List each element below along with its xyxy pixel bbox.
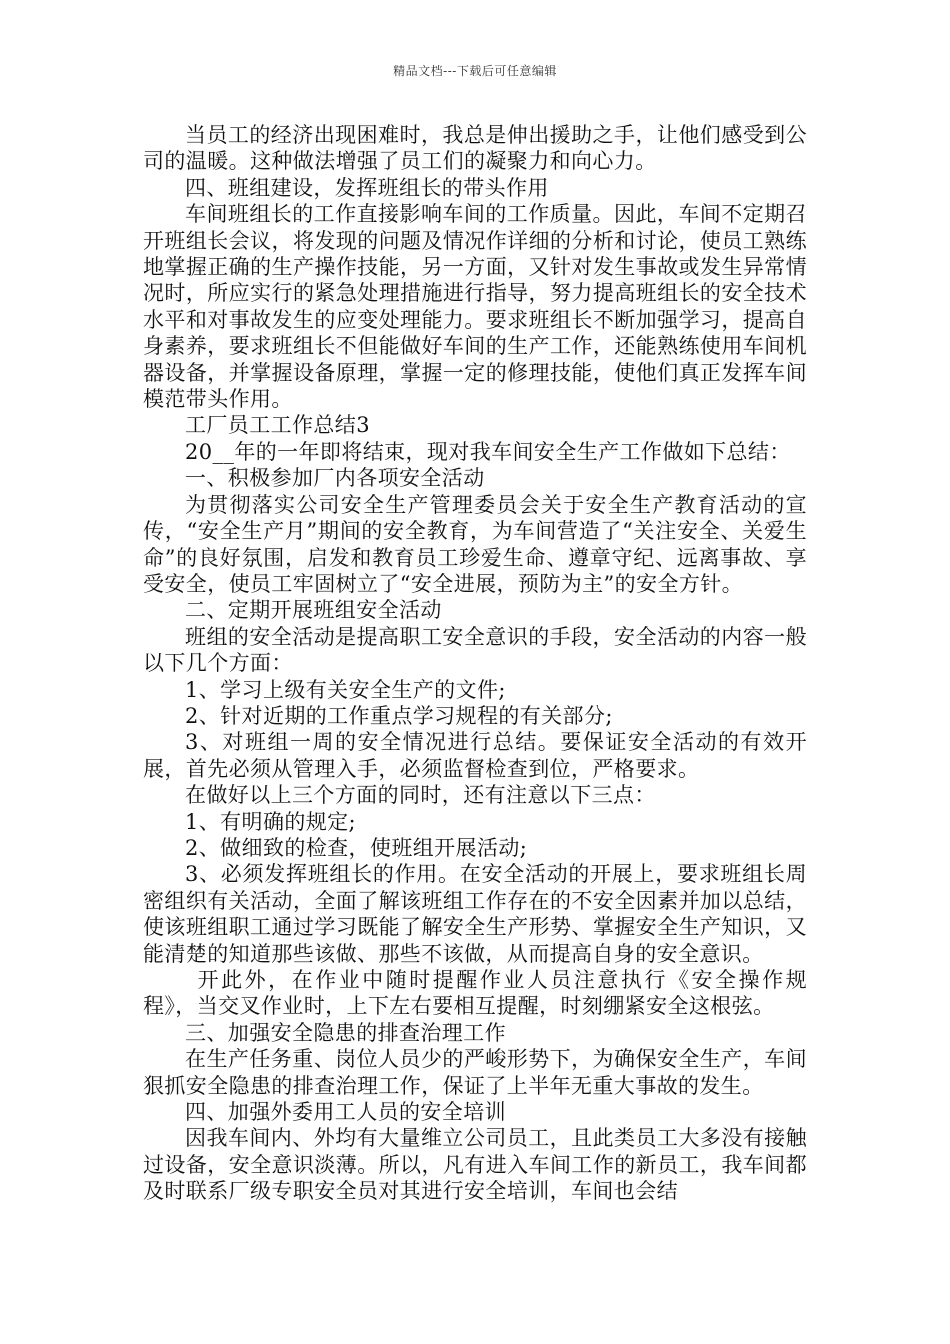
- list-item: 1、有明确的规定;: [185, 809, 357, 834]
- section-heading: 三、加强安全隐患的排查治理工作: [185, 1020, 506, 1045]
- document-title: 工厂员工工作总结3: [185, 413, 370, 438]
- section-heading: 二、定期开展班组安全活动: [185, 598, 442, 623]
- paragraph: 当员工的经济出现困难时，我总是伸出援助之手，让他们感受到公司的温暖。这种做法增强了员工们的凝聚力和向心力。: [143, 123, 807, 174]
- list-item: 2、做细致的检查，使班组开展活动;: [185, 835, 528, 860]
- list-item: 3、对班组一周的安全情况进行总结。要保证安全活动的有效开展，首先必须从管理入手，必须监督检查到位，严格要求。: [143, 730, 807, 781]
- paragraph: 在生产任务重、岗位人员少的严峻形势下，为确保安全生产，车间狠抓安全隐患的排查治理工作，保证了上半年无重大事故的发生。: [143, 1047, 807, 1098]
- paragraph: 开此外，在作业中随时提醒作业人员注意执行《安全操作规程》，当交叉作业时，上下左右要相互提醒，时刻绷紧安全这根弦。: [143, 968, 807, 1019]
- list-item: 3、必须发挥班组长的作用。在安全活动的开展上，要求班组长周密组织有关活动，全面了解该班组工作存在的不安全因素并加以总结，使该班组职工通过学习既能了解安全生产形势、掌握安全生产知识，又能清楚的知道那些该做、那些不该做，从而提高自身的安全意识。: [143, 862, 807, 966]
- list-item: 2、针对近期的工作重点学习规程的有关部分;: [185, 703, 613, 728]
- section-heading: 四、加强外委用工人员的安全培训: [185, 1100, 506, 1125]
- page-header: 精品文档---下载后可任意编辑: [393, 64, 557, 78]
- paragraph: 为贯彻落实公司安全生产管理委员会关于安全生产教育活动的宣传，“安全生产月”期间的安全教育，为车间营造了“关注安全、关爱生命”的良好氛围，启发和教育员工珍爱生命、遵章守纪、远离事故、享受安全，使员工牢固树立了“安全进展，预防为主”的安全方针。: [143, 492, 807, 596]
- paragraph: 车间班组长的工作直接影响车间的工作质量。因此，车间不定期召开班组长会议，将发现的问题及情况作详细的分析和讨论，使员工熟练地掌握正确的生产操作技能，另一方面，又针对发生事故或发生异常情况时，所应实行的紧急处理措施进行指导，努力提高班组长的安全技术水平和对事故发生的应变处理能力。要求班组长不断加强学习，提高自身素养，要求班组长不但能做好车间的生产工作，还能熟练使用车间机器设备，并掌握设备原理，掌握一定的修理技能，使他们真正发挥车间模范带头作用。: [143, 202, 807, 412]
- paragraph: 班组的安全活动是提高职工安全意识的手段，安全活动的内容一般以下几个方面：: [143, 624, 807, 676]
- section-heading: 四、班组建设，发挥班组长的带头作用: [185, 175, 549, 200]
- paragraph: 因我车间内、外均有大量维立公司员工，且此类员工大多没有接触过设备，安全意识淡薄。所以，凡有进入车间工作的新员工，我车间都及时联系厂级专职安全员对其进行安全培训，车间也会结: [143, 1126, 807, 1204]
- paragraph: 在做好以上三个方面的同时，还有注意以下三点：: [185, 783, 656, 808]
- paragraph: 20__年的一年即将结束，现对我车间安全生产工作做如下总结：: [185, 439, 791, 464]
- document-body: [143, 122, 807, 1205]
- section-heading: 一、积极参加厂内各项安全活动: [185, 466, 485, 491]
- list-item: 1、学习上级有关安全生产的文件;: [185, 677, 506, 702]
